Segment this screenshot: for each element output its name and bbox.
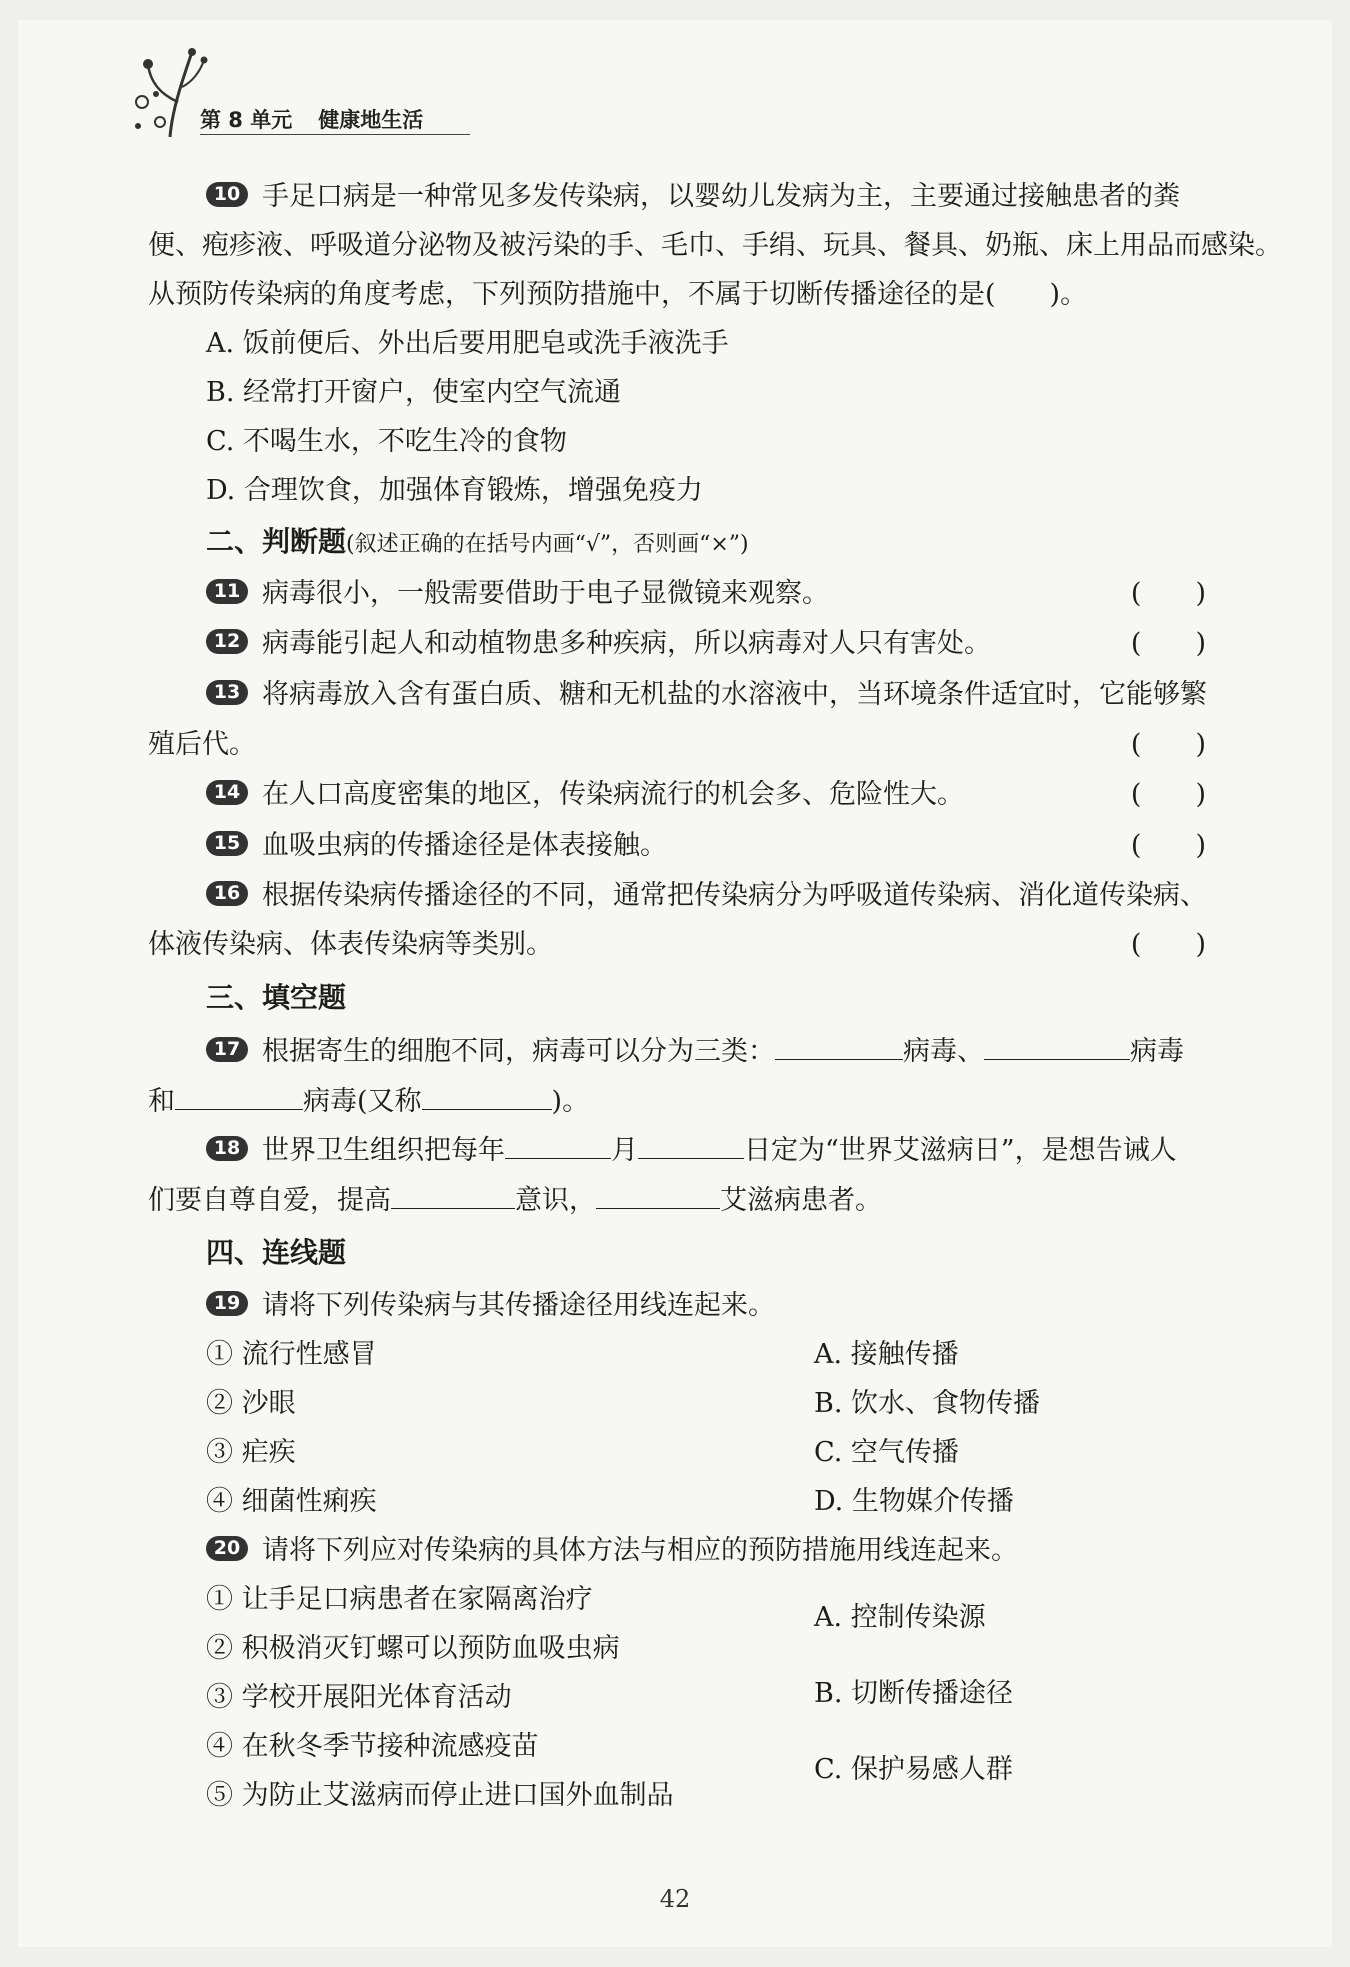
question-11 [148,569,1206,618]
match-right-item[interactable]: C. 保护易感人群 [814,1754,1013,1785]
question-10-line-2: 便、疱疹液、呼吸道分泌物及被污染的手、毛巾、手绢、玩具、餐具、奶瓶、床上用品而感染。 [148,230,1282,261]
question-text: 日定为“世界艾滋病日”，是想告诫人 [744,1135,1177,1166]
question-text: 们要自尊自爱，提高 [148,1185,391,1216]
question-text: 在人口高度密集的地区，传染病流行的机会多、危险性大。 [262,779,964,810]
answer-blank[interactable] [638,1128,744,1159]
question-text: 月 [611,1135,638,1166]
section-title: 二、判断题 [206,525,347,558]
question-number-badge: 14 [206,780,248,805]
question-14 [148,769,1206,820]
unit-header [130,42,470,142]
match-left-item[interactable]: ② 积极消灭钉螺可以预防血吸虫病 [206,1633,620,1664]
question-15 [148,820,1206,871]
answer-blank[interactable] [984,1029,1130,1060]
match-right-item[interactable]: D. 生物媒介传播 [814,1486,1014,1517]
question-number-badge: 18 [206,1136,248,1161]
match-left-item[interactable]: ③ 疟疾 [206,1437,296,1468]
section-instruction: (叙述正确的在括号内画“√”，否则画“×”) [346,532,749,557]
section-heading-fill-blank: 三、填空题 [206,981,347,1014]
question-text: 根据传染病传播途径的不同，通常把传染病分为呼吸道传染病、消化道传染病、 [262,880,1207,911]
answer-blank[interactable] [505,1128,611,1159]
question-text: 和 [148,1086,175,1117]
match-left-item[interactable]: ④ 细菌性痢疾 [206,1486,377,1517]
match-left-item[interactable]: ① 让手足口病患者在家隔离治疗 [206,1584,593,1615]
question-text: 世界卫生组织把每年 [262,1135,505,1166]
question-18-line-2 [148,1176,1206,1225]
question-text: 手足口病是一种常见多发传染病，以婴幼儿发病为主，主要通过接触患者的粪 [262,181,1180,212]
option-c: C. 不喝生水，不吃生冷的食物 [206,426,567,457]
match-row [148,1477,1206,1526]
question-text: 请将下列应对传染病的具体方法与相应的预防措施用线连起来。 [262,1535,1018,1566]
question-number-badge: 19 [206,1291,248,1316]
answer-parentheses: ( ) [1130,929,1206,960]
question-number-badge: 15 [206,831,248,856]
unit-title [200,104,423,134]
matching-block [148,1575,1206,1820]
question-13-line-2 [148,720,1206,769]
answer-parentheses: ( ) [1130,578,1206,609]
match-right-item[interactable]: A. 控制传染源 [814,1602,986,1633]
unit-number: 第 8 单元 [200,108,293,132]
question-text: 病毒(又称 [303,1086,422,1117]
question-20 [148,1526,1206,1575]
answer-blank[interactable] [422,1079,552,1110]
question-16-line-1 [148,871,1206,920]
question-17-line-2 [148,1077,1206,1126]
question-text: 病毒 [1130,1036,1184,1067]
question-number-badge: 16 [206,881,248,906]
answer-blank[interactable] [175,1079,303,1110]
match-left-item[interactable]: ③ 学校开展阳光体育活动 [206,1682,512,1713]
option-a: A. 饭前便后、外出后要用肥皂或洗手液洗手 [206,328,729,359]
question-text: 意识， [515,1185,596,1216]
question-text: 血吸虫病的传播途径是体表接触。 [262,830,667,861]
flower-branch-icon [130,42,210,142]
question-number-badge: 20 [206,1536,248,1561]
match-left-item[interactable]: ⑤ 为防止艾滋病而停止进口国外血制品 [206,1780,674,1811]
match-row [148,1330,1206,1379]
match-left-item[interactable]: ④ 在秋冬季节接种流感疫苗 [206,1731,539,1762]
answer-parentheses: ( ) [1130,830,1206,861]
question-text: 艾滋病患者。 [720,1185,882,1216]
question-text: 将病毒放入含有蛋白质、糖和无机盐的水溶液中，当环境条件适宜时，它能够繁 [262,679,1207,710]
question-number-badge: 11 [206,579,248,604]
question-13-line-1 [148,669,1206,720]
match-left-item[interactable]: ① 流行性感冒 [206,1339,377,1370]
answer-parentheses: ( ) [1130,628,1206,659]
answer-blank[interactable] [596,1178,720,1209]
answer-blank[interactable] [391,1178,515,1209]
question-number-badge: 17 [206,1037,248,1062]
match-right-item[interactable]: B. 切断传播途径 [814,1678,1014,1709]
answer-blank[interactable] [775,1029,903,1060]
question-text: 根据寄生的细胞不同，病毒可以分为三类： [262,1036,775,1067]
section-heading-matching: 四、连线题 [206,1236,347,1269]
question-12 [148,618,1206,669]
question-10-line-3: 从预防传染病的角度考虑，下列预防措施中，不属于切断传播途径的是( )。 [148,279,1088,310]
question-text: 请将下列传染病与其传播途径用线连起来。 [262,1290,775,1321]
worksheet-content [148,172,1282,1820]
section-heading-true-false [148,515,1206,569]
question-text: 病毒很小，一般需要借助于电子显微镜来观察。 [262,578,829,609]
page-number: 42 [659,1885,691,1913]
question-18-line-1 [148,1126,1206,1176]
question-text: 病毒、 [903,1036,984,1067]
question-number-badge: 12 [206,629,248,654]
match-left-column [206,1575,674,1820]
question-17-line-1 [148,1027,1206,1077]
answer-parentheses: ( ) [1130,729,1206,760]
match-left-item[interactable]: ② 沙眼 [206,1388,296,1419]
unit-name: 健康地生活 [318,108,424,132]
question-19 [148,1281,1206,1330]
answer-parentheses: ( ) [1130,779,1206,810]
option-b: B. 经常打开窗户，使室内空气流通 [206,377,622,408]
question-number-badge: 13 [206,680,248,705]
question-text: 病毒能引起人和动植物患多种疾病，所以病毒对人只有害处。 [262,628,991,659]
match-row [148,1379,1206,1428]
header-rule [200,134,470,135]
question-16-line-2 [148,920,1206,969]
question-text: 殖后代。 [148,729,256,760]
match-right-item[interactable]: A. 接触传播 [814,1339,959,1370]
question-text: 体液传染病、体表传染病等类别。 [148,929,553,960]
option-d: D. 合理饮食，加强体育锻炼，增强免疫力 [206,475,703,506]
question-text: )。 [551,1086,590,1117]
match-right-item[interactable]: B. 饮水、食物传播 [814,1388,1041,1419]
match-right-item[interactable]: C. 空气传播 [814,1437,959,1468]
question-10-line-1 [148,172,1206,221]
question-number-badge: 10 [206,182,248,207]
match-row [148,1428,1206,1477]
